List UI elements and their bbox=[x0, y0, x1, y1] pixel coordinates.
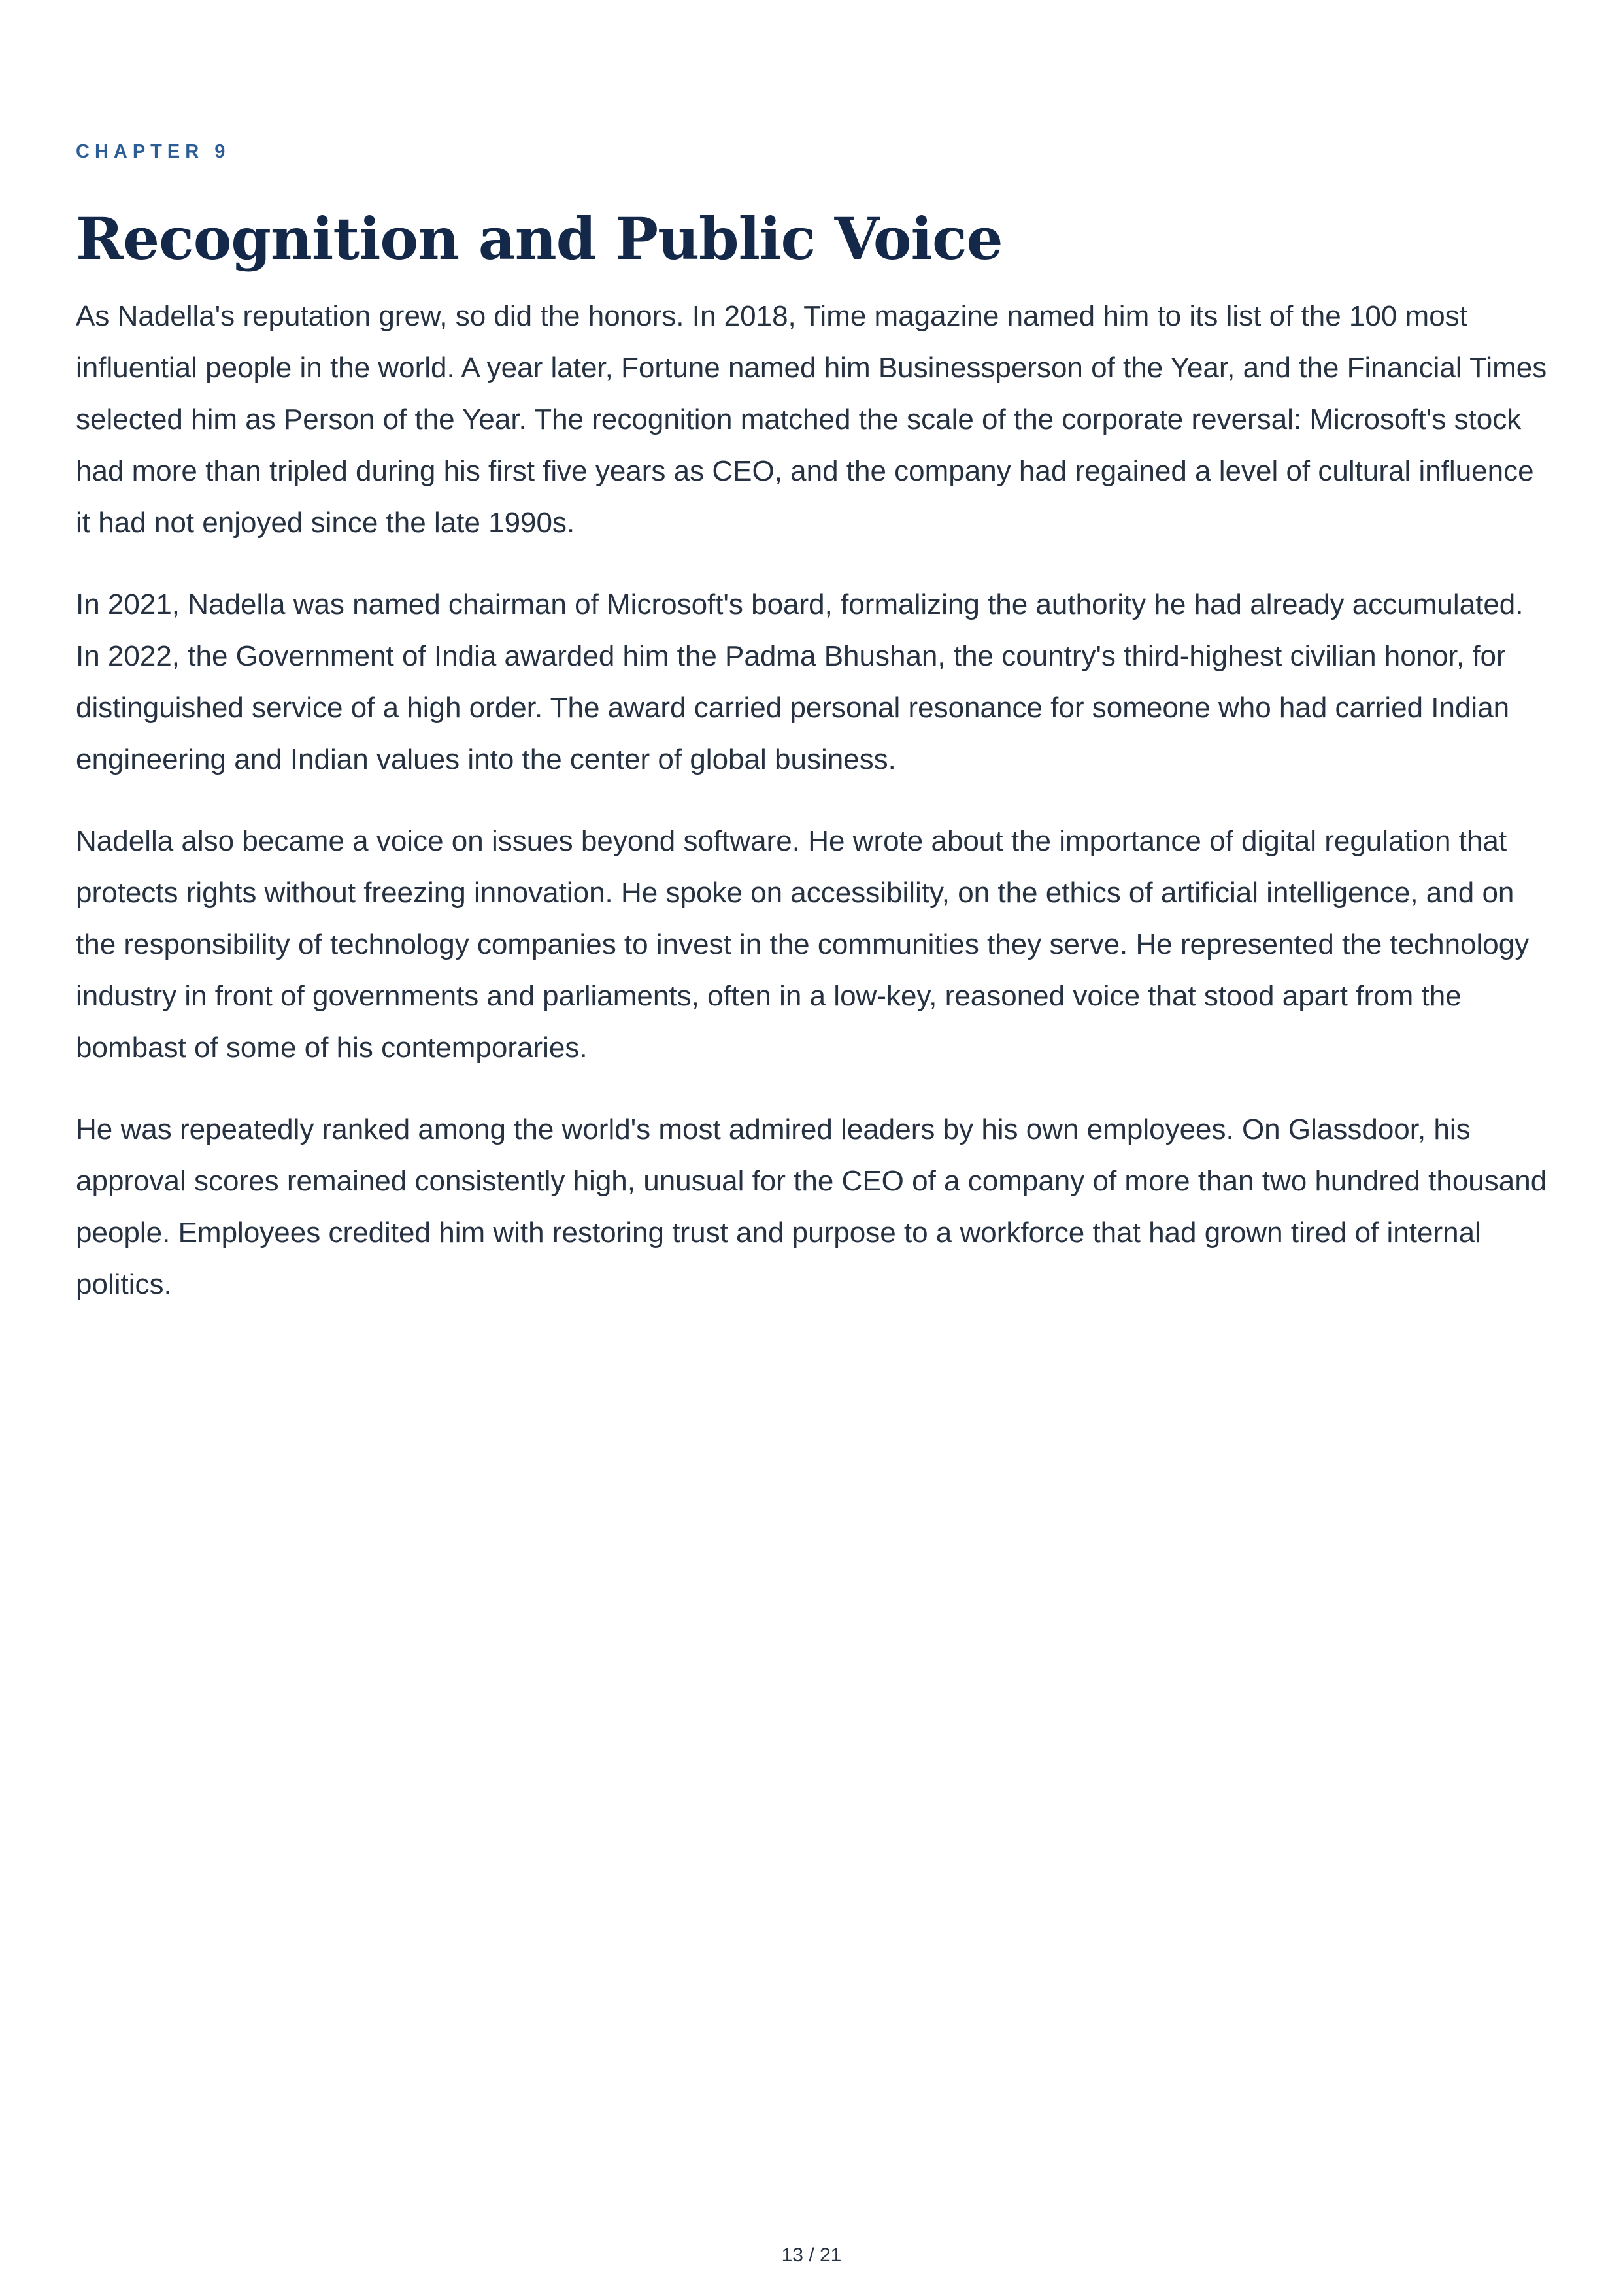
chapter-content bbox=[76, 139, 1553, 1340]
chapter-label: CHAPTER 9 bbox=[76, 141, 231, 162]
paragraph-1: As Nadella's reputation grew, so did the honors. In 2018, Time magazine named him to its list of the 100 most influential people in the world. A year later, Fortune named him Businessperson of the Year, and the Financial Times selected him as Person of the Year. The recognition matched the scale of the corporate reversal: Microsoft's stock had more than tripled during his first five years as CEO, and the company had regained a level of cultural influence it had not enjoyed since the late 1990s. bbox=[76, 300, 1547, 539]
paragraph-2: In 2021, Nadella was named chairman of Microsoft's board, formalizing the authority he had already accumulated. In 2022, the Government of India awarded him the Padma Bhushan, the country's third-highest civilian honor, for distinguished service of a high order. The award carried personal resonance for someone who had carried Indian engineering and Indian values into the center of global business. bbox=[76, 588, 1524, 775]
chapter-title: Recognition and Public Voice bbox=[76, 205, 1003, 273]
paragraph-4: He was repeatedly ranked among the world's most admired leaders by his own employees. On Glassdoor, his approval scores remained consistently high, unusual for the CEO of a company of more than two hundred thousand people. Employees credited him with restoring trust and purpose to a workforce that had grown tired of internal politics. bbox=[76, 1113, 1547, 1300]
paragraph-3: Nadella also became a voice on issues beyond software. He wrote about the importance of digital regulation that protects rights without freezing innovation. He spoke on accessibility, on the ethics of artificial intelligence, and on the responsibility of technology companies to invest in the communities they serve. He represented the technology industry in front of governments and parliaments, often in a low-key, reasoned voice that stood apart from the bombast of some of his contemporaries. bbox=[76, 825, 1530, 1064]
page-number: 13 / 21 bbox=[781, 2244, 842, 2266]
chapter-body bbox=[76, 290, 1553, 1310]
